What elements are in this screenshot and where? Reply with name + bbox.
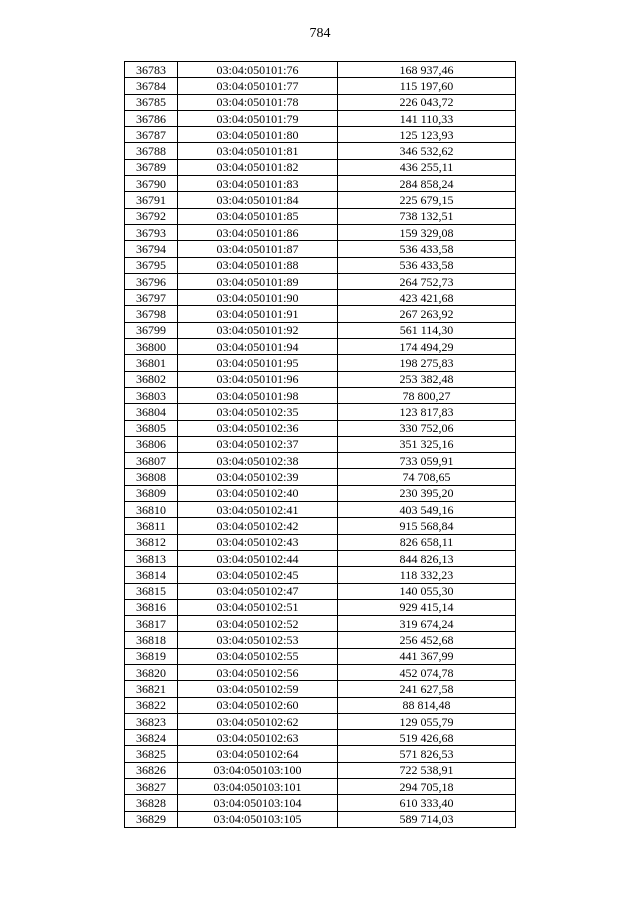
cadastral-number-cell: 03:04:050101:91 — [178, 306, 338, 322]
table-row — [125, 306, 516, 322]
cadastral-number-cell: 03:04:050101:92 — [178, 322, 338, 338]
cadastral-number-cell: 03:04:050102:55 — [178, 648, 338, 664]
table-row — [125, 616, 516, 632]
row-number-cell: 36793 — [125, 224, 178, 240]
table-row — [125, 78, 516, 94]
table-row — [125, 730, 516, 746]
value-cell: 140 055,30 — [338, 583, 516, 599]
row-number-cell: 36815 — [125, 583, 178, 599]
value-cell: 452 074,78 — [338, 664, 516, 680]
page-number: 784 — [309, 26, 331, 41]
value-cell: 226 043,72 — [338, 94, 516, 110]
value-cell: 118 332,23 — [338, 567, 516, 583]
table-row — [125, 811, 516, 827]
value-cell: 294 705,18 — [338, 779, 516, 795]
cadastral-number-cell: 03:04:050101:86 — [178, 224, 338, 240]
value-cell: 929 415,14 — [338, 599, 516, 615]
cadastral-number-cell: 03:04:050102:38 — [178, 453, 338, 469]
row-number-cell: 36808 — [125, 469, 178, 485]
table-row — [125, 681, 516, 697]
cadastral-number-cell: 03:04:050102:62 — [178, 713, 338, 729]
row-number-cell: 36792 — [125, 208, 178, 224]
cadastral-number-cell: 03:04:050102:44 — [178, 550, 338, 566]
row-number-cell: 36789 — [125, 159, 178, 175]
table-row — [125, 322, 516, 338]
table-row — [125, 208, 516, 224]
value-cell: 589 714,03 — [338, 811, 516, 827]
row-number-cell: 36807 — [125, 453, 178, 469]
cadastral-number-cell: 03:04:050101:89 — [178, 273, 338, 289]
cadastral-number-cell: 03:04:050102:64 — [178, 746, 338, 762]
table-row — [125, 371, 516, 387]
table-row — [125, 339, 516, 355]
value-cell: 915 568,84 — [338, 518, 516, 534]
table-row — [125, 550, 516, 566]
table-row — [125, 420, 516, 436]
row-number-cell: 36829 — [125, 811, 178, 827]
cadastral-number-cell: 03:04:050102:45 — [178, 567, 338, 583]
table-row — [125, 485, 516, 501]
cadastral-number-cell: 03:04:050101:83 — [178, 176, 338, 192]
row-number-cell: 36800 — [125, 339, 178, 355]
table-row — [125, 94, 516, 110]
cadastral-number-cell: 03:04:050101:82 — [178, 159, 338, 175]
cadastral-number-cell: 03:04:050102:42 — [178, 518, 338, 534]
value-cell: 436 255,11 — [338, 159, 516, 175]
value-cell: 198 275,83 — [338, 355, 516, 371]
row-number-cell: 36805 — [125, 420, 178, 436]
cadastral-number-cell: 03:04:050101:84 — [178, 192, 338, 208]
table-row — [125, 664, 516, 680]
cadastral-number-cell: 03:04:050101:94 — [178, 339, 338, 355]
value-cell: 141 110,33 — [338, 110, 516, 126]
value-cell: 844 826,13 — [338, 550, 516, 566]
row-number-cell: 36811 — [125, 518, 178, 534]
cadastral-number-cell: 03:04:050101:81 — [178, 143, 338, 159]
table-row — [125, 127, 516, 143]
value-cell: 561 114,30 — [338, 322, 516, 338]
row-number-cell: 36814 — [125, 567, 178, 583]
row-number-cell: 36816 — [125, 599, 178, 615]
table-row — [125, 599, 516, 615]
value-cell: 351 325,16 — [338, 436, 516, 452]
cadastral-number-cell: 03:04:050102:59 — [178, 681, 338, 697]
cadastral-number-cell: 03:04:050101:78 — [178, 94, 338, 110]
table-row — [125, 762, 516, 778]
row-number-cell: 36799 — [125, 322, 178, 338]
table-row — [125, 159, 516, 175]
cadastral-number-cell: 03:04:050102:53 — [178, 632, 338, 648]
value-cell: 129 055,79 — [338, 713, 516, 729]
value-cell: 403 549,16 — [338, 502, 516, 518]
row-number-cell: 36796 — [125, 273, 178, 289]
row-number-cell: 36801 — [125, 355, 178, 371]
table-row — [125, 697, 516, 713]
value-cell: 284 858,24 — [338, 176, 516, 192]
row-number-cell: 36804 — [125, 404, 178, 420]
table-row — [125, 648, 516, 664]
row-number-cell: 36823 — [125, 713, 178, 729]
value-cell: 241 627,58 — [338, 681, 516, 697]
cadastral-number-cell: 03:04:050102:63 — [178, 730, 338, 746]
value-cell: 423 421,68 — [338, 290, 516, 306]
registry-table-body — [125, 62, 516, 828]
row-number-cell: 36795 — [125, 257, 178, 273]
cadastral-number-cell: 03:04:050101:85 — [178, 208, 338, 224]
cadastral-number-cell: 03:04:050103:104 — [178, 795, 338, 811]
cadastral-number-cell: 03:04:050101:96 — [178, 371, 338, 387]
row-number-cell: 36813 — [125, 550, 178, 566]
value-cell: 123 817,83 — [338, 404, 516, 420]
value-cell: 330 752,06 — [338, 420, 516, 436]
cadastral-number-cell: 03:04:050103:101 — [178, 779, 338, 795]
cadastral-number-cell: 03:04:050102:43 — [178, 534, 338, 550]
row-number-cell: 36786 — [125, 110, 178, 126]
row-number-cell: 36784 — [125, 78, 178, 94]
value-cell: 571 826,53 — [338, 746, 516, 762]
table-row — [125, 192, 516, 208]
table-row — [125, 176, 516, 192]
cadastral-number-cell: 03:04:050101:95 — [178, 355, 338, 371]
cadastral-number-cell: 03:04:050102:40 — [178, 485, 338, 501]
table-row — [125, 583, 516, 599]
cadastral-number-cell: 03:04:050101:77 — [178, 78, 338, 94]
cadastral-number-cell: 03:04:050102:35 — [178, 404, 338, 420]
row-number-cell: 36788 — [125, 143, 178, 159]
cadastral-number-cell: 03:04:050101:90 — [178, 290, 338, 306]
table-row — [125, 355, 516, 371]
cadastral-number-cell: 03:04:050102:60 — [178, 697, 338, 713]
cadastral-number-cell: 03:04:050101:79 — [178, 110, 338, 126]
cadastral-number-cell: 03:04:050101:98 — [178, 387, 338, 403]
row-number-cell: 36791 — [125, 192, 178, 208]
registry-table — [124, 61, 516, 828]
value-cell: 610 333,40 — [338, 795, 516, 811]
cadastral-number-cell: 03:04:050101:76 — [178, 62, 338, 78]
cadastral-number-cell: 03:04:050102:51 — [178, 599, 338, 615]
table-row — [125, 469, 516, 485]
cadastral-number-cell: 03:04:050102:41 — [178, 502, 338, 518]
table-row — [125, 713, 516, 729]
cadastral-number-cell: 03:04:050102:39 — [178, 469, 338, 485]
row-number-cell: 36828 — [125, 795, 178, 811]
value-cell: 536 433,58 — [338, 241, 516, 257]
table-row — [125, 746, 516, 762]
cadastral-number-cell: 03:04:050102:37 — [178, 436, 338, 452]
row-number-cell: 36826 — [125, 762, 178, 778]
value-cell: 115 197,60 — [338, 78, 516, 94]
row-number-cell: 36819 — [125, 648, 178, 664]
table-row — [125, 273, 516, 289]
row-number-cell: 36790 — [125, 176, 178, 192]
row-number-cell: 36817 — [125, 616, 178, 632]
value-cell: 441 367,99 — [338, 648, 516, 664]
table-row — [125, 779, 516, 795]
row-number-cell: 36785 — [125, 94, 178, 110]
value-cell: 78 800,27 — [338, 387, 516, 403]
value-cell: 519 426,68 — [338, 730, 516, 746]
cadastral-number-cell: 03:04:050101:87 — [178, 241, 338, 257]
table-row — [125, 62, 516, 78]
table-row — [125, 518, 516, 534]
cadastral-number-cell: 03:04:050102:36 — [178, 420, 338, 436]
row-number-cell: 36824 — [125, 730, 178, 746]
row-number-cell: 36806 — [125, 436, 178, 452]
value-cell: 88 814,48 — [338, 697, 516, 713]
cadastral-number-cell: 03:04:050101:88 — [178, 257, 338, 273]
row-number-cell: 36825 — [125, 746, 178, 762]
table-row — [125, 404, 516, 420]
row-number-cell: 36810 — [125, 502, 178, 518]
row-number-cell: 36802 — [125, 371, 178, 387]
table-row — [125, 795, 516, 811]
value-cell: 225 679,15 — [338, 192, 516, 208]
cadastral-number-cell: 03:04:050103:105 — [178, 811, 338, 827]
value-cell: 256 452,68 — [338, 632, 516, 648]
row-number-cell: 36822 — [125, 697, 178, 713]
table-row — [125, 257, 516, 273]
row-number-cell: 36821 — [125, 681, 178, 697]
value-cell: 346 532,62 — [338, 143, 516, 159]
row-number-cell: 36818 — [125, 632, 178, 648]
table-row — [125, 436, 516, 452]
table-row — [125, 110, 516, 126]
value-cell: 733 059,91 — [338, 453, 516, 469]
table-row — [125, 567, 516, 583]
row-number-cell: 36783 — [125, 62, 178, 78]
value-cell: 125 123,93 — [338, 127, 516, 143]
table-row — [125, 453, 516, 469]
table-row — [125, 143, 516, 159]
value-cell: 722 538,91 — [338, 762, 516, 778]
value-cell: 168 937,46 — [338, 62, 516, 78]
cadastral-number-cell: 03:04:050102:47 — [178, 583, 338, 599]
row-number-cell: 36827 — [125, 779, 178, 795]
value-cell: 738 132,51 — [338, 208, 516, 224]
row-number-cell: 36803 — [125, 387, 178, 403]
row-number-cell: 36820 — [125, 664, 178, 680]
table-row — [125, 632, 516, 648]
value-cell: 267 263,92 — [338, 306, 516, 322]
table-row — [125, 224, 516, 240]
value-cell: 264 752,73 — [338, 273, 516, 289]
value-cell: 74 708,65 — [338, 469, 516, 485]
value-cell: 230 395,20 — [338, 485, 516, 501]
value-cell: 253 382,48 — [338, 371, 516, 387]
cadastral-number-cell: 03:04:050102:56 — [178, 664, 338, 680]
table-row — [125, 241, 516, 257]
value-cell: 319 674,24 — [338, 616, 516, 632]
row-number-cell: 36787 — [125, 127, 178, 143]
row-number-cell: 36809 — [125, 485, 178, 501]
cadastral-number-cell: 03:04:050103:100 — [178, 762, 338, 778]
table-row — [125, 290, 516, 306]
table-row — [125, 534, 516, 550]
value-cell: 174 494,29 — [338, 339, 516, 355]
value-cell: 826 658,11 — [338, 534, 516, 550]
row-number-cell: 36812 — [125, 534, 178, 550]
row-number-cell: 36797 — [125, 290, 178, 306]
row-number-cell: 36798 — [125, 306, 178, 322]
table-row — [125, 387, 516, 403]
row-number-cell: 36794 — [125, 241, 178, 257]
cadastral-number-cell: 03:04:050102:52 — [178, 616, 338, 632]
value-cell: 159 329,08 — [338, 224, 516, 240]
cadastral-number-cell: 03:04:050101:80 — [178, 127, 338, 143]
table-row — [125, 502, 516, 518]
value-cell: 536 433,58 — [338, 257, 516, 273]
